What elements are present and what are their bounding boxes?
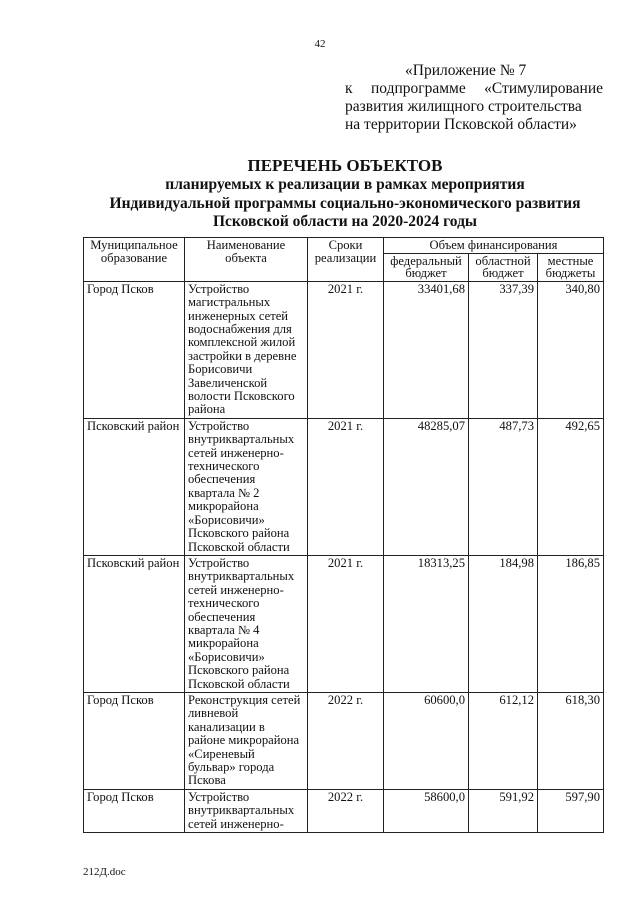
annex-line-2: к подпрограмме «Стимулирование [345, 80, 603, 97]
title-main: ПЕРЕЧЕНЬ ОБЪЕКТОВ [247, 156, 443, 175]
header-regional: областной бюджет [469, 253, 538, 281]
objects-table [83, 237, 604, 833]
table-row [84, 418, 604, 555]
cell-regional: 487,73 [469, 418, 538, 555]
cell-object: Устройство внутриквартальных сетей инженерно-технического обеспечения квартала № 4 микрорайона «Борисовичи» Псковского района Псковской области [185, 555, 308, 692]
cell-year: 2022 г. [308, 692, 384, 789]
header-local: местные бюджеты [538, 253, 604, 281]
cell-municipality: Псковский район [84, 555, 185, 692]
cell-object: Устройство магистральных инженерных сетей водоснабжения для комплексной жилой застройки в деревне Борисовичи Завеличенской волости Псковского района [185, 281, 308, 418]
cell-municipality: Город Псков [84, 789, 185, 832]
cell-municipality: Город Псков [84, 281, 185, 418]
annex-line-1: «Приложение № 7 [405, 62, 527, 79]
table-row [84, 281, 604, 418]
annex-block [345, 62, 603, 134]
cell-object: Устройство внутриквартальных сетей инженерно-технического обеспечения квартала № 2 микрорайона «Борисовичи» Псковского района Псковской области [185, 418, 308, 555]
cell-municipality: Город Псков [84, 692, 185, 789]
title-sub-3: Псковской области на 2020-2024 годы [212, 213, 478, 230]
table-row [84, 555, 604, 692]
cell-year: 2021 г. [308, 281, 384, 418]
header-funding: Объем финансирования [384, 238, 604, 254]
annex-line-3: развития жилищного строительства [345, 98, 582, 115]
table-row [84, 692, 604, 789]
title-sub-2: Индивидуальной программы социально-экономического развития [109, 194, 581, 212]
cell-local: 340,80 [538, 281, 604, 418]
cell-federal: 58600,0 [384, 789, 469, 832]
cell-regional: 337,39 [469, 281, 538, 418]
cell-federal: 18313,25 [384, 555, 469, 692]
cell-local: 492,65 [538, 418, 604, 555]
cell-regional: 184,98 [469, 555, 538, 692]
document-title [80, 156, 610, 232]
cell-local: 186,85 [538, 555, 604, 692]
cell-federal: 33401,68 [384, 281, 469, 418]
cell-municipality: Псковский район [84, 418, 185, 555]
cell-local: 597,90 [538, 789, 604, 832]
cell-local: 618,30 [538, 692, 604, 789]
cell-year: 2022 г. [308, 789, 384, 832]
cell-year: 2021 г. [308, 555, 384, 692]
cell-regional: 612,12 [469, 692, 538, 789]
cell-federal: 48285,07 [384, 418, 469, 555]
cell-object: Устройство внутриквартальных сетей инженерно- [185, 789, 308, 832]
header-terms: Сроки реализации [308, 238, 384, 282]
cell-year: 2021 г. [308, 418, 384, 555]
header-municipality: Муниципальное образование [84, 238, 185, 282]
annex-line-4: на территории Псковской области» [345, 116, 577, 133]
footer-filename: 212Д.doc [83, 866, 126, 878]
header-federal: федеральный бюджет [384, 253, 469, 281]
cell-regional: 591,92 [469, 789, 538, 832]
page-number: 42 [314, 38, 326, 50]
header-object: Наименование объекта [185, 238, 308, 282]
title-sub-1: планируемых к реализации в рамках мероприятия [165, 176, 525, 193]
cell-federal: 60600,0 [384, 692, 469, 789]
cell-object: Реконструкция сетей ливневой канализации в районе микрорайона «Сиреневый бульвар» города Пскова [185, 692, 308, 789]
table-row [84, 789, 604, 832]
